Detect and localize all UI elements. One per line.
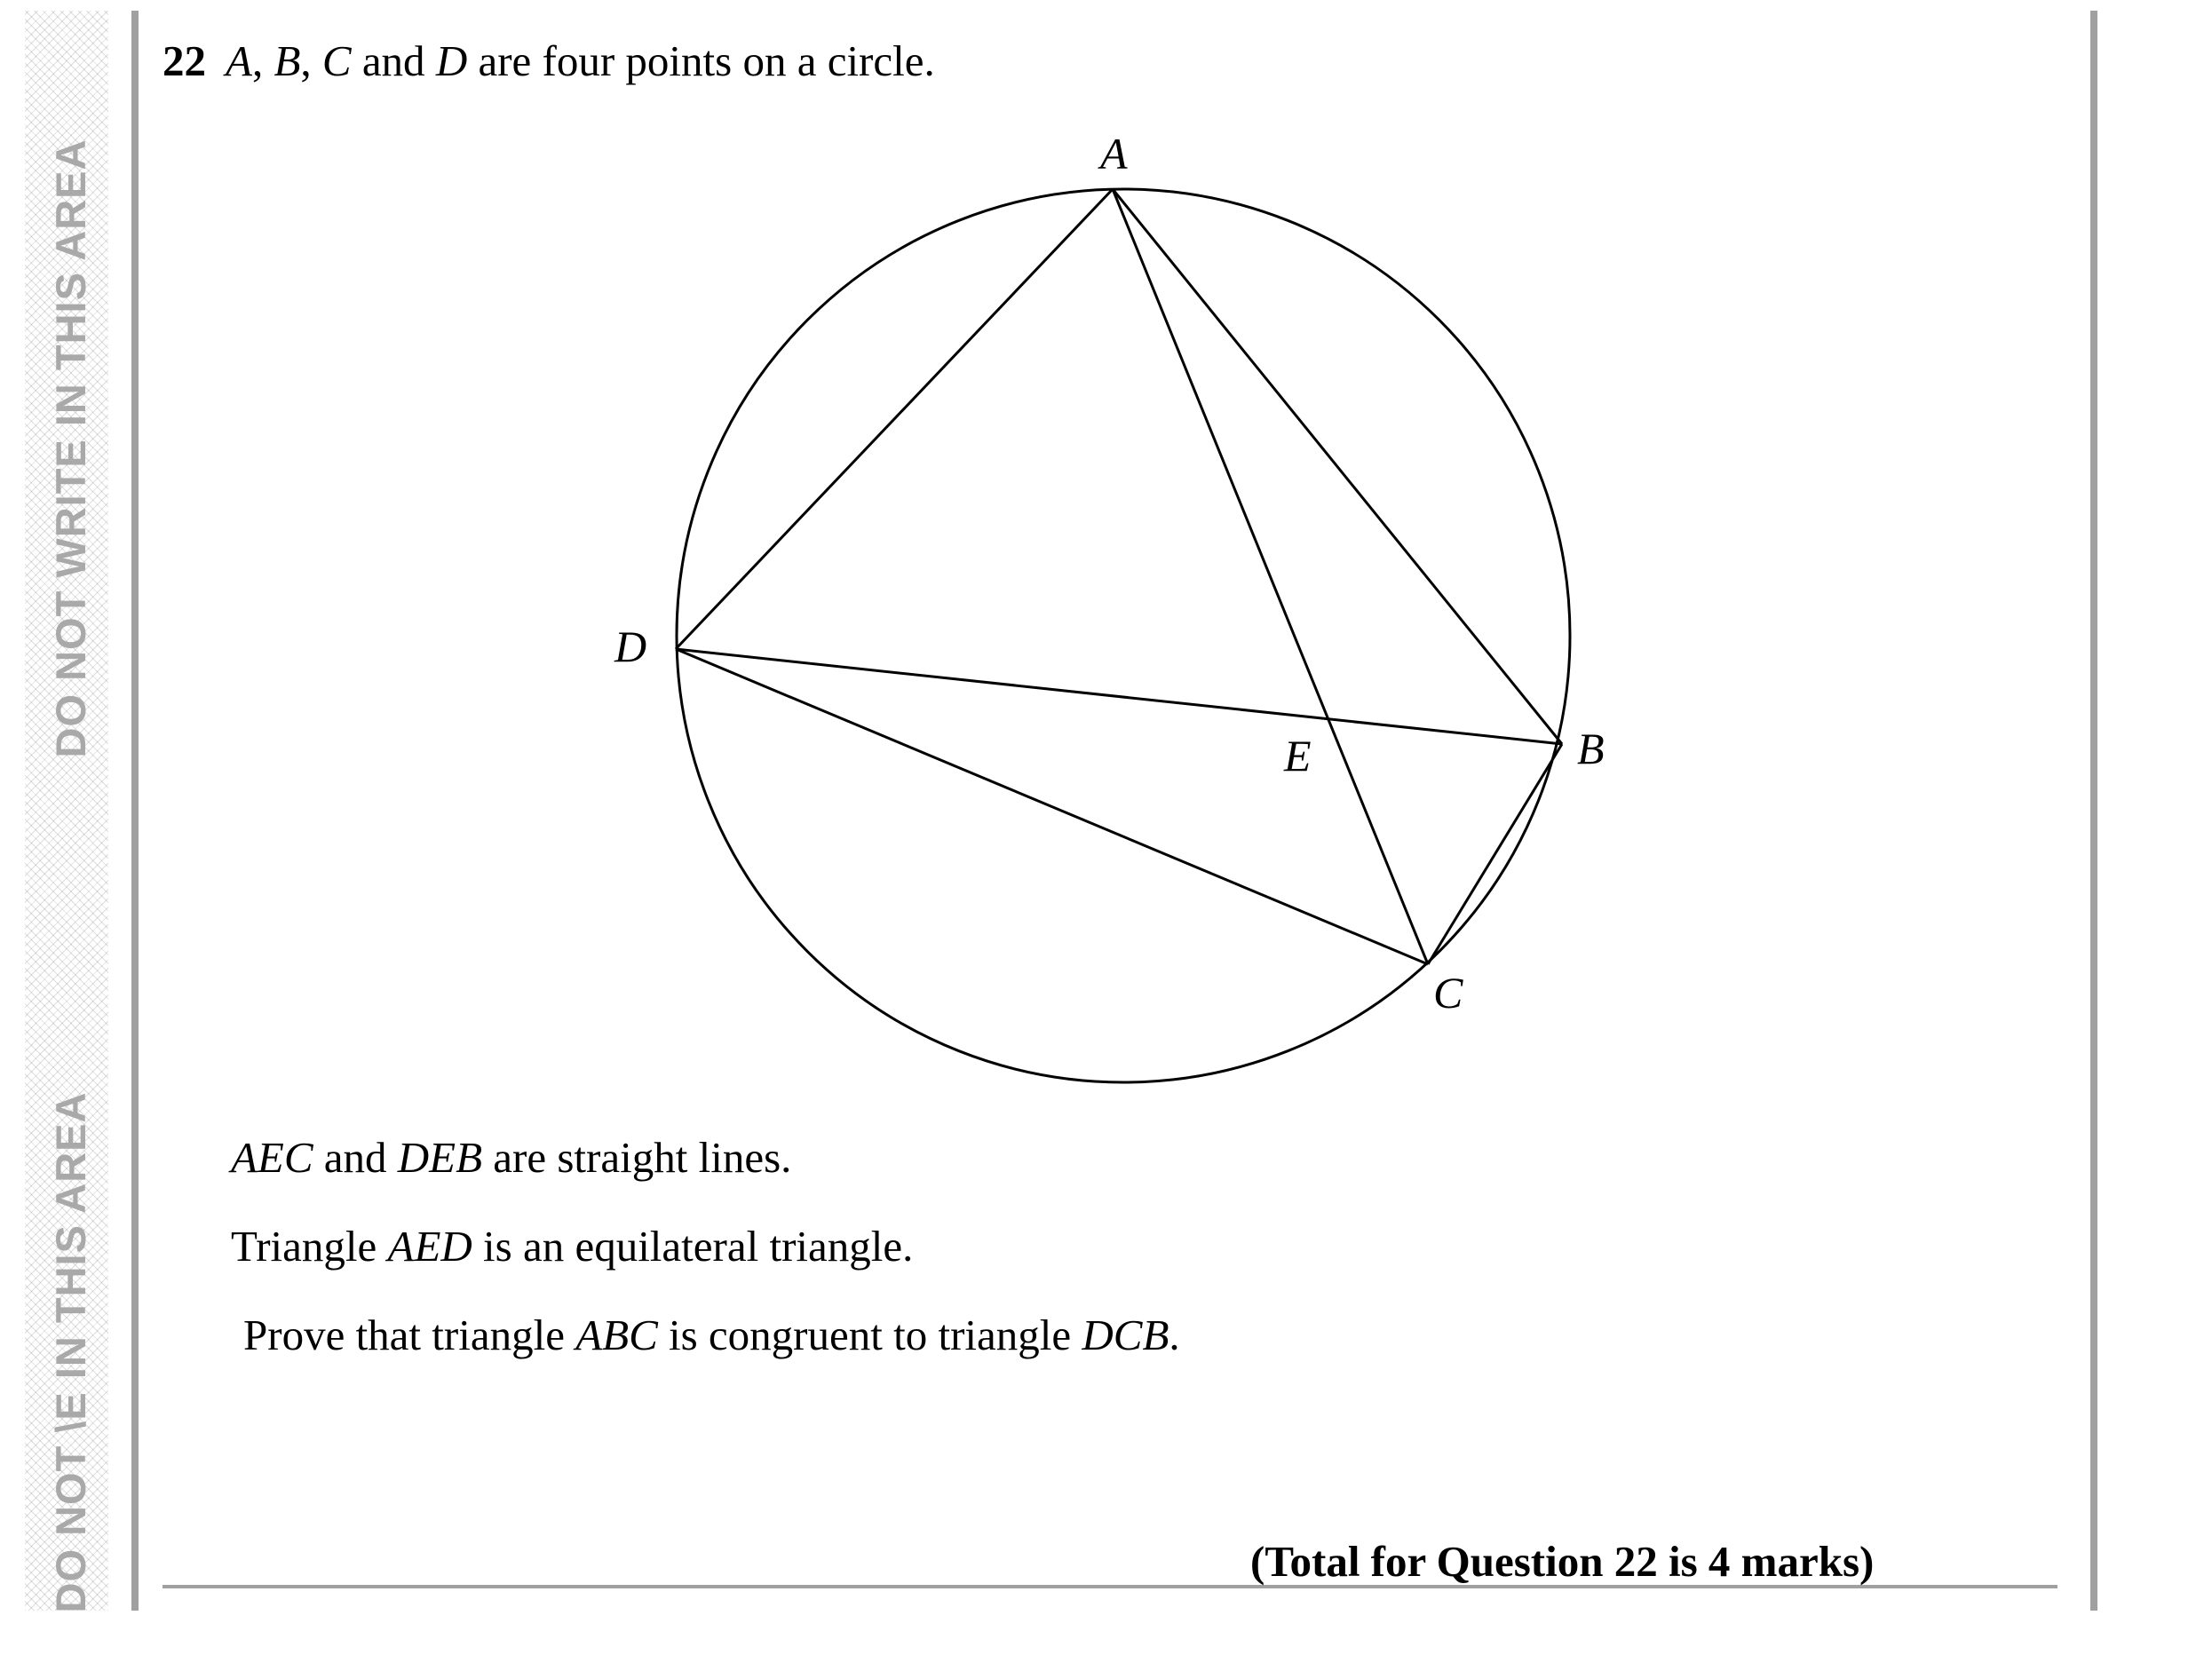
total-marks: (Total for Question 22 is 4 marks): [1250, 1537, 1875, 1586]
question-number: 22: [163, 36, 206, 85]
label-b: B: [1577, 724, 1605, 773]
statement-straight-lines: [231, 1132, 791, 1183]
segment-aec: [1113, 189, 1428, 964]
statement-term: AED: [387, 1222, 472, 1271]
statement-term: ABC: [575, 1311, 658, 1359]
statement-text: .: [1169, 1311, 1180, 1359]
margin-warning-bottom: DO NOT \E IN THIS AREA: [47, 1091, 94, 1613]
statement-text: are straight lines.: [482, 1133, 792, 1182]
intro-and: and: [351, 36, 436, 85]
intro-point-b: B: [274, 36, 301, 85]
intro-point-c: C: [321, 36, 352, 85]
intro-point-d: D: [435, 36, 468, 85]
segment-dc: [676, 649, 1428, 964]
segment-ad: [676, 189, 1113, 649]
statement-text: is congruent to triangle: [657, 1311, 1082, 1359]
intro-sep: ,: [251, 36, 274, 85]
statement-term: DCB: [1082, 1311, 1169, 1359]
statement-term: DEB: [397, 1133, 483, 1182]
segment-bc: [1428, 744, 1562, 964]
statement-text: and: [313, 1133, 398, 1182]
margin-warning-top: DO NOT WRITE IN THIS AREA: [47, 139, 94, 758]
intro-rest: are four points on a circle.: [467, 36, 935, 85]
label-d: D: [614, 622, 647, 671]
statement-term: AEC: [231, 1133, 313, 1182]
circle: [677, 189, 1570, 1082]
segment-ab: [1113, 189, 1562, 744]
statement-text: Triangle: [231, 1222, 388, 1271]
intro-point-a: A: [226, 36, 252, 85]
statement-text: Prove that triangle: [243, 1311, 576, 1359]
label-e: E: [1284, 731, 1312, 780]
label-c: C: [1433, 968, 1463, 1018]
label-a: A: [1100, 129, 1128, 178]
statement-prove: [243, 1310, 1180, 1360]
segment-deb: [676, 649, 1562, 744]
statement-text: is an equilateral triangle.: [472, 1222, 914, 1271]
statement-equilateral: [231, 1221, 913, 1271]
intro-sep: ,: [300, 36, 322, 85]
